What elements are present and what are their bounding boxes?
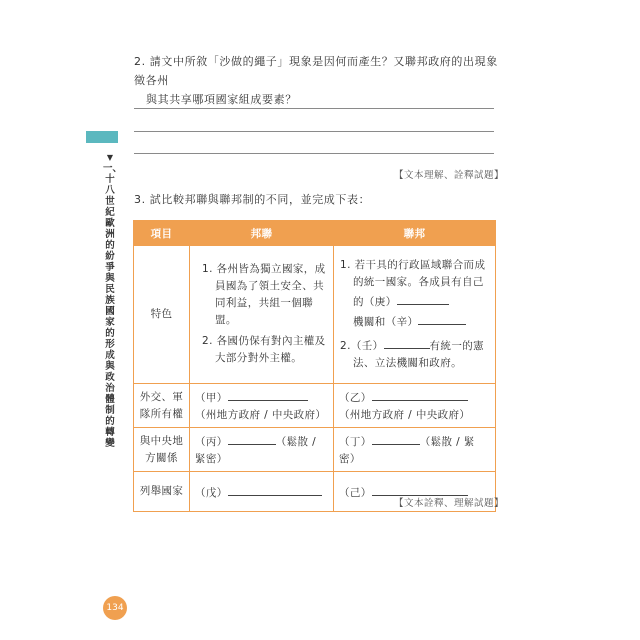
federation-feature-1-cont: 機關和（辛） (353, 316, 419, 328)
options-text: （鬆散 / 緊密） (339, 436, 475, 465)
federation-feature-2: 2.（壬） (340, 340, 384, 352)
federation-sovereignty (334, 384, 496, 428)
chapter-title: 一、十八世紀歐洲的紛爭與民族國家的形成與政治體制的轉變 (103, 163, 123, 449)
header-federation: 聯邦 (334, 221, 496, 246)
triangle-down-icon: ▼ (106, 153, 114, 162)
blank-label-bing: （丙） (195, 436, 228, 448)
table-row (134, 384, 496, 428)
blank-label-ji: （己） (339, 486, 372, 499)
confederation-relation (190, 428, 334, 472)
blank-label-yi: （乙） (339, 392, 372, 404)
header-item: 項目 (134, 221, 190, 246)
blank-label-ding: （丁） (339, 436, 372, 448)
federation-relation (334, 428, 496, 472)
question-2 (134, 52, 504, 109)
options-text: （州地方政府 / 中央政府） (195, 409, 327, 421)
answer-line[interactable] (134, 153, 494, 154)
federation-feature-1: 1. 若干具的行政區域聯合而成的統一國家。各成員有自己的（庚） (340, 259, 486, 308)
blank-xin[interactable] (418, 311, 466, 325)
chapter-sidebar (103, 152, 123, 449)
row-label-sovereignty: 外交、軍隊所有權 (134, 384, 190, 428)
blank-label-jia: （甲） (195, 392, 228, 404)
row-label-relation: 與中央地方關係 (134, 428, 190, 472)
row-label-examples: 列舉國家 (134, 472, 190, 512)
question-2-line-2: 與其共享哪項國家組成要素？ (146, 93, 297, 106)
question-type-tag: 【文本詮釋、理解試題】 (394, 498, 505, 509)
federation-features (334, 246, 496, 384)
blank-ji[interactable] (372, 482, 468, 496)
blank-bing[interactable] (228, 431, 276, 445)
blank-yi[interactable] (372, 387, 468, 401)
question-type-tag: 【文本理解、詮釋試題】 (394, 170, 505, 181)
blank-geng[interactable] (397, 291, 449, 305)
question-2-line-1: 2. 請文中所敘「沙做的繩子」現象是因何而產生？又聯邦政府的出現象徵各州 (134, 55, 498, 87)
table-header-row (134, 221, 496, 246)
blank-ren[interactable] (384, 335, 430, 349)
table-row (134, 246, 496, 384)
table-row (134, 428, 496, 472)
confederation-examples (190, 472, 334, 512)
list-item: 1. 各州皆為獨立國家，成員國為了領土安全、共同利益，共組一個聯盟。 (202, 262, 326, 326)
options-text: （鬆散 / 緊密） (195, 436, 317, 465)
confederation-sovereignty (190, 384, 334, 428)
answer-line[interactable] (134, 108, 494, 109)
header-confederation: 邦聯 (190, 221, 334, 246)
chapter-marker-bar (86, 131, 118, 143)
confederation-features (190, 246, 334, 384)
list-item: 2. 各國仍保有對內主權及大部分對外主權。 (202, 334, 326, 364)
options-text: （州地方政府 / 中央政府） (339, 409, 471, 421)
blank-wu[interactable] (228, 482, 322, 496)
answer-line[interactable] (134, 131, 494, 132)
page-number: 134 (103, 596, 127, 620)
blank-jia[interactable] (228, 387, 308, 401)
comparison-table (133, 220, 496, 512)
federation-feature-2-cont: 有統一的憲法、立法機關和政府。 (353, 340, 485, 369)
blank-ding[interactable] (372, 431, 420, 445)
row-label-features: 特色 (134, 246, 190, 384)
blank-label-wu: （戊） (195, 486, 228, 499)
question-3: 3. 試比較邦聯與聯邦制的不同，並完成下表： (134, 193, 371, 206)
